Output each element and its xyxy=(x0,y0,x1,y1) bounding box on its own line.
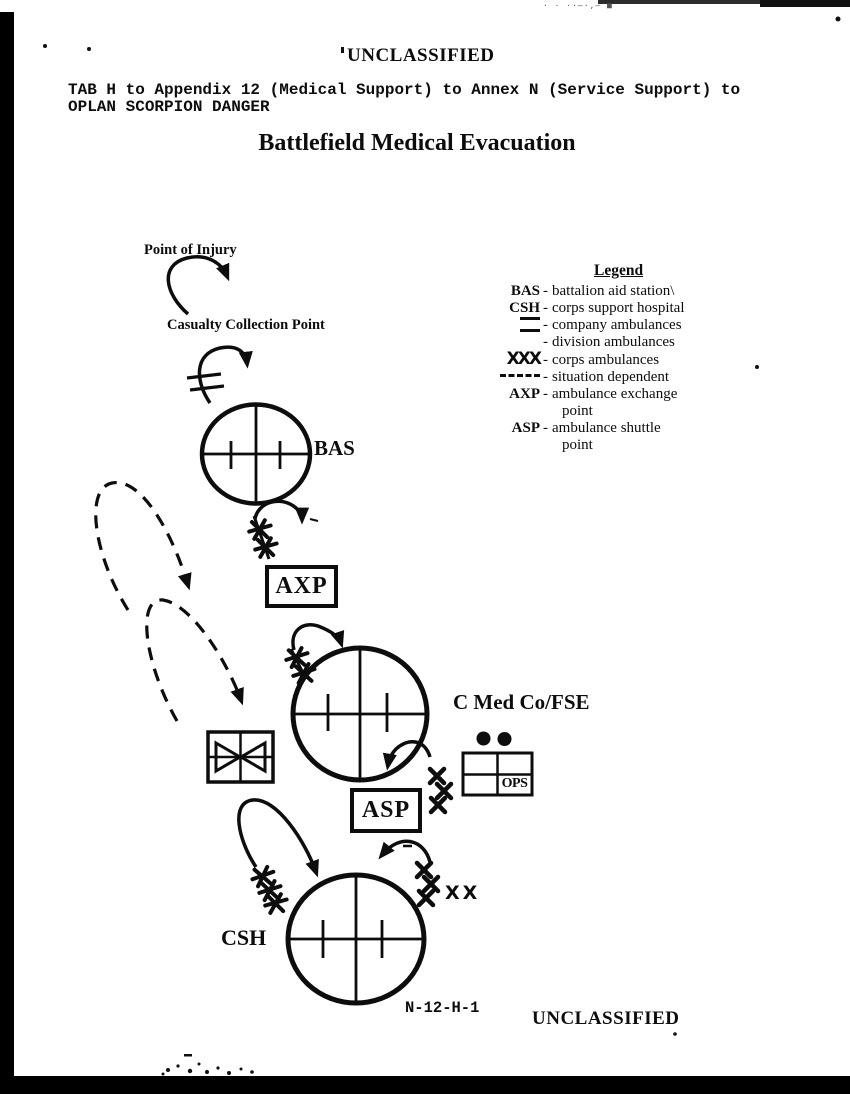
legend-separator: - xyxy=(543,300,548,316)
legend-desc-continued: point xyxy=(562,437,593,454)
csh-label: CSH xyxy=(221,925,267,950)
scan-smudge: · · ··–·‚– ■ xyxy=(543,1,613,10)
bas-label: BAS xyxy=(314,436,355,460)
ops-label: OPS xyxy=(501,776,528,791)
classification-marking-bottom: UNCLASSIFIED xyxy=(532,1008,680,1029)
casualty-collection-point-label: Casualty Collection Point xyxy=(167,317,325,333)
company-ambulance-bar xyxy=(190,386,224,390)
classification-marking-top: UNCLASSIFIED xyxy=(347,45,495,66)
corps-x-mark xyxy=(437,784,451,798)
legend-title: Legend xyxy=(594,262,644,279)
legend-desc: ambulance shuttle xyxy=(552,420,661,437)
company-ambulance-bar xyxy=(187,374,221,378)
scan-dash xyxy=(310,519,318,521)
legend-desc: corps support hospital xyxy=(552,300,685,316)
corps-xx-marking: XX xyxy=(445,882,481,904)
bas-unit-symbol xyxy=(202,405,310,504)
ops-dot xyxy=(498,732,512,746)
legend-symbol: AXP xyxy=(509,386,540,403)
legend-separator: - xyxy=(543,352,548,369)
legend-desc: corps ambulances xyxy=(552,352,660,369)
tab-header-line1: TAB H to Appendix 12 (Medical Support) to Annex N (Service Support) to xyxy=(68,81,741,99)
legend-symbol: BAS xyxy=(510,283,540,299)
ops-dot xyxy=(477,732,491,746)
bowtie-unit-symbol xyxy=(208,732,273,782)
cmed-label: C Med Co/FSE xyxy=(453,690,590,714)
dashed-arrow-situation-2 xyxy=(147,600,241,721)
legend-desc: company ambulances xyxy=(552,317,682,333)
arrow-poi-to-ccp xyxy=(168,257,227,314)
axp-box xyxy=(265,565,338,608)
asp-box xyxy=(350,788,422,833)
arrow-axp-to-cmed xyxy=(293,625,341,650)
figure-reference: N-12-H-1 xyxy=(405,999,480,1017)
legend-separator: - xyxy=(543,369,548,386)
csh-unit-symbol xyxy=(288,875,424,1003)
legend-desc: situation dependent xyxy=(552,369,670,386)
page-title: Battlefield Medical Evacuation xyxy=(258,130,576,156)
cmed-unit-symbol xyxy=(293,648,427,780)
legend-separator: - xyxy=(543,283,548,299)
legend-desc: ambulance exchange xyxy=(552,386,678,403)
tab-header-line2: OPLAN SCORPION DANGER xyxy=(68,98,270,116)
legend-symbol: ASP xyxy=(511,420,540,437)
legend-separator: - xyxy=(543,334,548,351)
corps-ambulances-icon: XXX xyxy=(506,349,540,370)
asp-label: ASP xyxy=(361,797,411,823)
arrow-corps-to-csh xyxy=(382,841,430,862)
dashed-arrow-situation-1 xyxy=(96,483,188,610)
point-of-injury-label: Point of Injury xyxy=(144,242,237,258)
legend-separator: - xyxy=(543,420,548,437)
ambulance-x-mark xyxy=(285,647,310,668)
legend-separator: - xyxy=(543,317,548,333)
corps-x-mark xyxy=(430,769,444,783)
axp-label: AXP xyxy=(275,573,328,599)
corps-x-mark xyxy=(419,891,433,905)
legend-symbol: CSH xyxy=(509,300,540,316)
corps-x-mark xyxy=(431,798,445,812)
scan-specks xyxy=(43,17,841,1076)
legend-desc: battalion aid station\ xyxy=(552,283,675,299)
arrow-asp-to-csh xyxy=(239,800,316,872)
legend-desc-continued: point xyxy=(562,403,593,420)
legend-separator: - xyxy=(543,386,548,403)
legend-desc: division ambulances xyxy=(552,334,675,351)
